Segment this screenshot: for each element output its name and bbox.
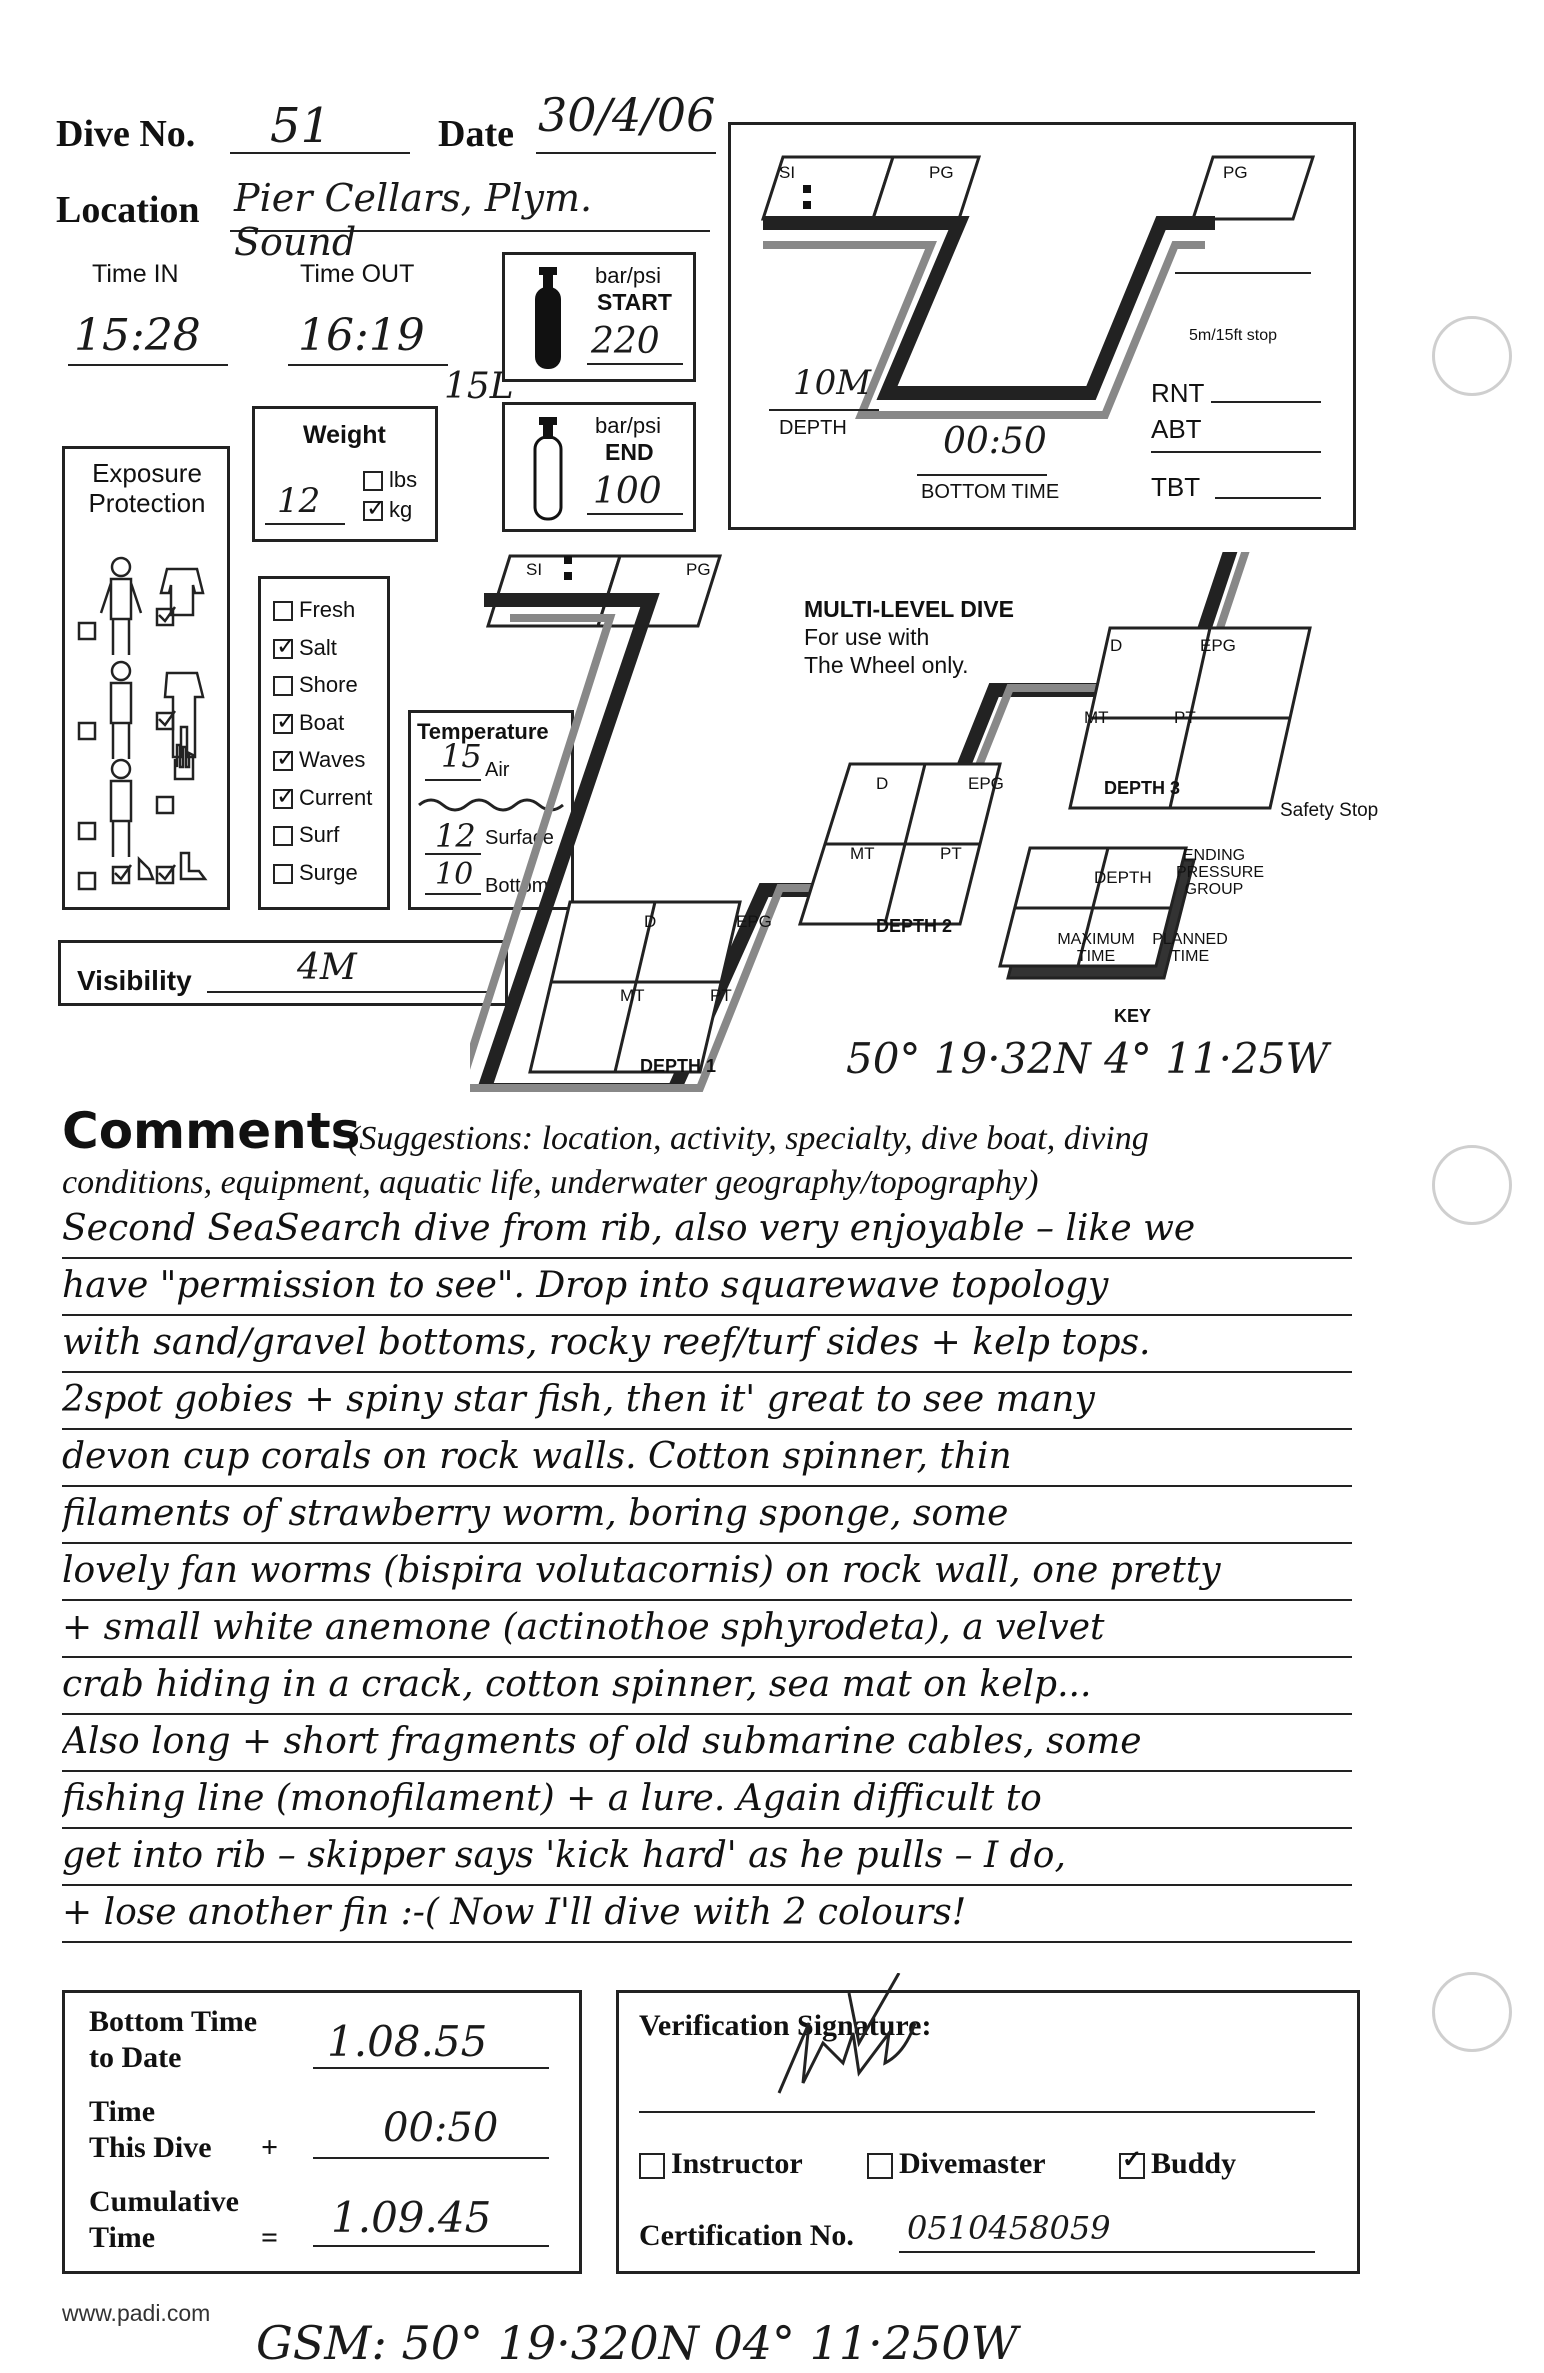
location-value: Pier Cellars, Plym. Sound xyxy=(234,176,593,264)
profile-pg-label: PG xyxy=(929,163,954,182)
condition-checkbox-fresh[interactable] xyxy=(273,601,293,621)
profile-bottom-time-value: 00:50 xyxy=(943,421,1047,462)
bottom-to-date-label-1: Bottom Time xyxy=(89,2005,258,2038)
depth3-mt-label: MT xyxy=(1084,708,1109,727)
bottom-temp-label: Bottom xyxy=(485,875,549,897)
condition-option-salt[interactable] xyxy=(273,635,337,660)
condition-checkbox-current[interactable] xyxy=(273,789,293,809)
conditions-box xyxy=(258,576,390,910)
key-max-label: MAXIMUM TIME xyxy=(1057,931,1135,965)
profile-pg2-label: PG xyxy=(1223,163,1248,182)
buddy-checkbox[interactable] xyxy=(1119,2153,1145,2179)
abt-field[interactable] xyxy=(1151,451,1321,453)
bottom-to-date-field[interactable] xyxy=(313,2017,549,2069)
depth3-d-label: D xyxy=(1110,636,1123,655)
binder-hole-middle xyxy=(1432,1145,1512,1225)
date-value: 30/4/06 xyxy=(538,88,716,142)
condition-label: Surf xyxy=(299,822,340,847)
this-dive-label-1: Time xyxy=(89,2095,156,2128)
comment-line[interactable]: + lose another fin :-( Now I'll dive with 2 colours! xyxy=(62,1884,1352,1943)
key-planned-label: PLANNED TIME xyxy=(1152,931,1228,965)
depth2-mt-label: MT xyxy=(850,844,875,863)
weight-value: 12 xyxy=(277,481,321,521)
full-tank-icon xyxy=(527,265,567,375)
condition-label: Boat xyxy=(299,709,345,735)
comment-line[interactable]: Also long + short fragments of old submarine cables, some xyxy=(62,1713,1352,1772)
binder-hole-top xyxy=(1432,316,1512,396)
comment-line[interactable]: have "permission to see". Drop into squarewave topology xyxy=(62,1257,1352,1316)
dive-profile-diagram xyxy=(731,125,1353,527)
condition-option-current[interactable] xyxy=(273,785,372,810)
condition-label: Fresh xyxy=(299,597,356,622)
weight-box xyxy=(252,406,438,542)
visibility-value: 4M xyxy=(297,947,357,988)
divemaster-option[interactable] xyxy=(867,2147,1046,2182)
cumulative-label-2: Time xyxy=(89,2221,156,2254)
depth1-pt-label: PT xyxy=(710,986,732,1005)
condition-option-fresh[interactable] xyxy=(273,597,355,622)
equals-sign: = xyxy=(261,2221,279,2254)
tank-start-field[interactable] xyxy=(587,319,683,365)
safety-stop-label-multilevel: Safety Stop xyxy=(1280,800,1379,821)
time-out-field[interactable] xyxy=(288,310,448,366)
tbt-label: TBT xyxy=(1151,472,1201,502)
condition-option-surge[interactable] xyxy=(273,860,358,885)
dive-no-field[interactable] xyxy=(230,98,410,154)
tank-end-units: bar/psi xyxy=(595,413,662,438)
tbt-field[interactable] xyxy=(1215,497,1321,499)
depth2-pt-label: PT xyxy=(940,844,962,863)
exposure-box xyxy=(62,446,230,910)
depth3-pt-label: PT xyxy=(1174,708,1196,727)
weight-kg-option[interactable] xyxy=(363,497,412,522)
comments-suggestions-2: conditions, equipment, aquatic life, underwater geography/topography) xyxy=(62,1164,1039,1201)
abt-label: ABT xyxy=(1151,414,1202,444)
condition-option-boat[interactable] xyxy=(273,710,344,735)
cert-value: 0510458059 xyxy=(907,2209,1111,2247)
condition-option-waves[interactable] xyxy=(273,747,365,772)
condition-option-surf[interactable] xyxy=(273,822,339,847)
rnt-field[interactable] xyxy=(1211,401,1321,403)
cumulative-value: 1.09.45 xyxy=(331,2193,492,2242)
depth3-epg-label: EPG xyxy=(1200,636,1236,655)
comment-line[interactable]: devon cup corals on rock walls. Cotton spinner, thin xyxy=(62,1428,1352,1487)
exposure-label: Exposure Protection xyxy=(88,458,206,518)
kg-checkbox[interactable] xyxy=(363,501,383,521)
profile-depth-line[interactable] xyxy=(769,409,879,411)
condition-label: Current xyxy=(299,784,373,810)
multilevel-subtitle-2: The Wheel only. xyxy=(804,652,969,678)
comment-line[interactable]: get into rib – skipper says 'kick hard' as he pulls – I do, xyxy=(62,1827,1352,1886)
multilevel-si-label: SI xyxy=(526,560,543,579)
empty-tank-icon xyxy=(527,415,567,525)
tank-end-field[interactable] xyxy=(587,469,683,515)
visibility-box xyxy=(58,940,508,1006)
dive-no-value: 51 xyxy=(270,98,332,154)
depth1-d-label: D xyxy=(644,912,657,931)
multilevel-pg-label: PG xyxy=(686,560,711,579)
temperature-label: Temperature xyxy=(417,719,549,744)
multilevel-subtitle-1: For use with xyxy=(804,624,930,650)
lbs-checkbox[interactable] xyxy=(363,471,383,491)
this-dive-field[interactable] xyxy=(313,2105,549,2159)
location-label: Location xyxy=(56,189,200,231)
tank-end-value: 100 xyxy=(593,471,662,512)
tank-start-value: 220 xyxy=(591,321,660,362)
buddy-label: Buddy xyxy=(1151,2147,1237,2180)
bottom-temp-value: 10 xyxy=(435,857,474,892)
padi-website: www.padi.com xyxy=(62,2300,211,2326)
verification-signature-label: Verification Signature: xyxy=(639,2009,932,2042)
air-temp-label: Air xyxy=(485,759,510,781)
tank-size-note: 15L xyxy=(444,366,514,407)
kg-label: kg xyxy=(389,497,413,522)
multilevel-title: MULTI-LEVEL DIVE xyxy=(804,596,1014,622)
comment-line[interactable]: + small white anemone (actinothoe sphyrodeta), a velvet xyxy=(62,1599,1352,1658)
time-out-value: 16:19 xyxy=(298,310,425,361)
condition-checkbox-salt[interactable] xyxy=(273,639,293,659)
surface-temp-value: 12 xyxy=(435,817,476,855)
comment-line[interactable]: lovely fan worms (bispira volutacornis) on rock wall, one pretty xyxy=(62,1542,1352,1601)
depth1-mt-label: MT xyxy=(620,986,645,1005)
instructor-option[interactable] xyxy=(639,2147,803,2182)
weight-lbs-option[interactable] xyxy=(363,467,417,492)
divemaster-label: Divemaster xyxy=(899,2147,1046,2180)
comment-line[interactable]: fishing line (monofilament) + a lure. Again difficult to xyxy=(62,1770,1352,1829)
signature-line[interactable] xyxy=(639,2111,1315,2113)
bottom-to-date-value: 1.08.55 xyxy=(327,2017,488,2066)
time-in-value: 15:28 xyxy=(74,310,201,361)
condition-label: Surge xyxy=(299,859,358,885)
verification-box xyxy=(616,1990,1360,2274)
date-label: Date xyxy=(438,113,514,155)
depth1-epg-label: EPG xyxy=(736,912,772,931)
time-in-label: Time IN xyxy=(92,260,179,288)
bottom-to-date-label-2: to Date xyxy=(89,2041,182,2074)
condition-label: Shore xyxy=(299,672,358,697)
profile-bottom-time-label: BOTTOM TIME xyxy=(921,481,1060,503)
signature xyxy=(739,1973,939,2103)
profile-depth-label: DEPTH xyxy=(779,417,847,439)
this-dive-value: 00:50 xyxy=(383,2105,499,2151)
cumulative-label-1: Cumulative xyxy=(89,2185,239,2218)
comments-suggestions-1: (Suggestions: location, activity, specialty, dive boat, diving xyxy=(348,1120,1149,1157)
visibility-label: Visibility xyxy=(77,965,192,996)
condition-label: Waves xyxy=(299,747,366,772)
key-ending-label: ENDING PRESSURE GROUP xyxy=(1176,847,1265,898)
key-label: KEY xyxy=(1114,1006,1152,1026)
comment-line[interactable]: crab hiding in a crack, cotton spinner, sea mat on kelp... xyxy=(62,1656,1352,1715)
date-field[interactable] xyxy=(536,88,716,154)
comment-line[interactable]: 2spot gobies + spiny star fish, then it' great to see many xyxy=(62,1371,1352,1430)
time-in-field[interactable] xyxy=(68,310,228,366)
lbs-label: lbs xyxy=(389,467,418,492)
condition-checkbox-shore[interactable] xyxy=(273,676,293,696)
totals-box xyxy=(62,1990,582,2274)
buddy-option[interactable] xyxy=(1119,2147,1236,2182)
profile-si-label: SI xyxy=(779,163,796,182)
comments-heading: Comments xyxy=(62,1102,361,1160)
comment-line[interactable]: with sand/gravel bottoms, rocky reef/turf sides + kelp tops. xyxy=(62,1314,1352,1373)
instructor-checkbox[interactable] xyxy=(639,2153,665,2179)
tank-end-label: END xyxy=(605,439,654,465)
comment-line[interactable]: Second SeaSearch dive from rib, also very enjoyable – like we xyxy=(62,1200,1352,1259)
condition-checkbox-surf[interactable] xyxy=(273,826,293,846)
visibility-field[interactable] xyxy=(207,947,487,993)
this-dive-label-2: This Dive xyxy=(89,2131,212,2164)
rnt-label: RNT xyxy=(1151,378,1205,408)
tank-start-units: bar/psi xyxy=(595,263,662,288)
dive-no-label: Dive No. xyxy=(56,113,196,155)
divemaster-checkbox[interactable] xyxy=(867,2153,893,2179)
instructor-label: Instructor xyxy=(671,2147,803,2180)
time-out-label: Time OUT xyxy=(300,260,415,288)
cumulative-field[interactable] xyxy=(313,2193,549,2247)
safety-stop-label: 5m/15ft stop xyxy=(1189,327,1278,344)
binder-hole-bottom xyxy=(1432,1972,1512,2052)
single-dive-profile-box xyxy=(728,122,1356,530)
depth1-label: DEPTH 1 xyxy=(640,1056,717,1076)
condition-option-shore[interactable] xyxy=(273,672,358,697)
key-depth-label: DEPTH xyxy=(1094,868,1152,887)
surface-temp-label: Surface xyxy=(485,827,554,849)
depth2-label: DEPTH 2 xyxy=(876,916,953,936)
profile-depth-value: 10M xyxy=(793,363,872,403)
depth3-label: DEPTH 3 xyxy=(1104,778,1181,798)
plus-sign: + xyxy=(261,2131,279,2164)
weight-label: Weight xyxy=(303,421,386,449)
depth2-epg-label: EPG xyxy=(968,774,1004,793)
condition-label: Salt xyxy=(299,634,337,660)
gps-coordinates: 50° 19·32N 4° 11·25W xyxy=(846,1034,1329,1083)
cert-label: Certification No. xyxy=(639,2219,854,2252)
comment-line[interactable]: filaments of strawberry worm, boring sponge, some xyxy=(62,1485,1352,1544)
air-temp-value: 15 xyxy=(441,737,482,775)
exposure-suits-icon xyxy=(73,553,223,893)
tank-end-box xyxy=(502,402,696,532)
gsm-coordinates: GSM: 50° 19·320N 04° 11·250W xyxy=(256,2316,1018,2370)
tank-start-box xyxy=(502,252,696,382)
condition-checkbox-waves[interactable] xyxy=(273,751,293,771)
condition-checkbox-surge[interactable] xyxy=(273,864,293,884)
location-field[interactable] xyxy=(230,176,710,264)
condition-checkbox-boat[interactable] xyxy=(273,714,293,734)
weight-field[interactable] xyxy=(265,483,345,525)
tank-start-label: START xyxy=(597,289,672,315)
depth2-d-label: D xyxy=(876,774,889,793)
cert-field[interactable] xyxy=(899,2207,1315,2253)
